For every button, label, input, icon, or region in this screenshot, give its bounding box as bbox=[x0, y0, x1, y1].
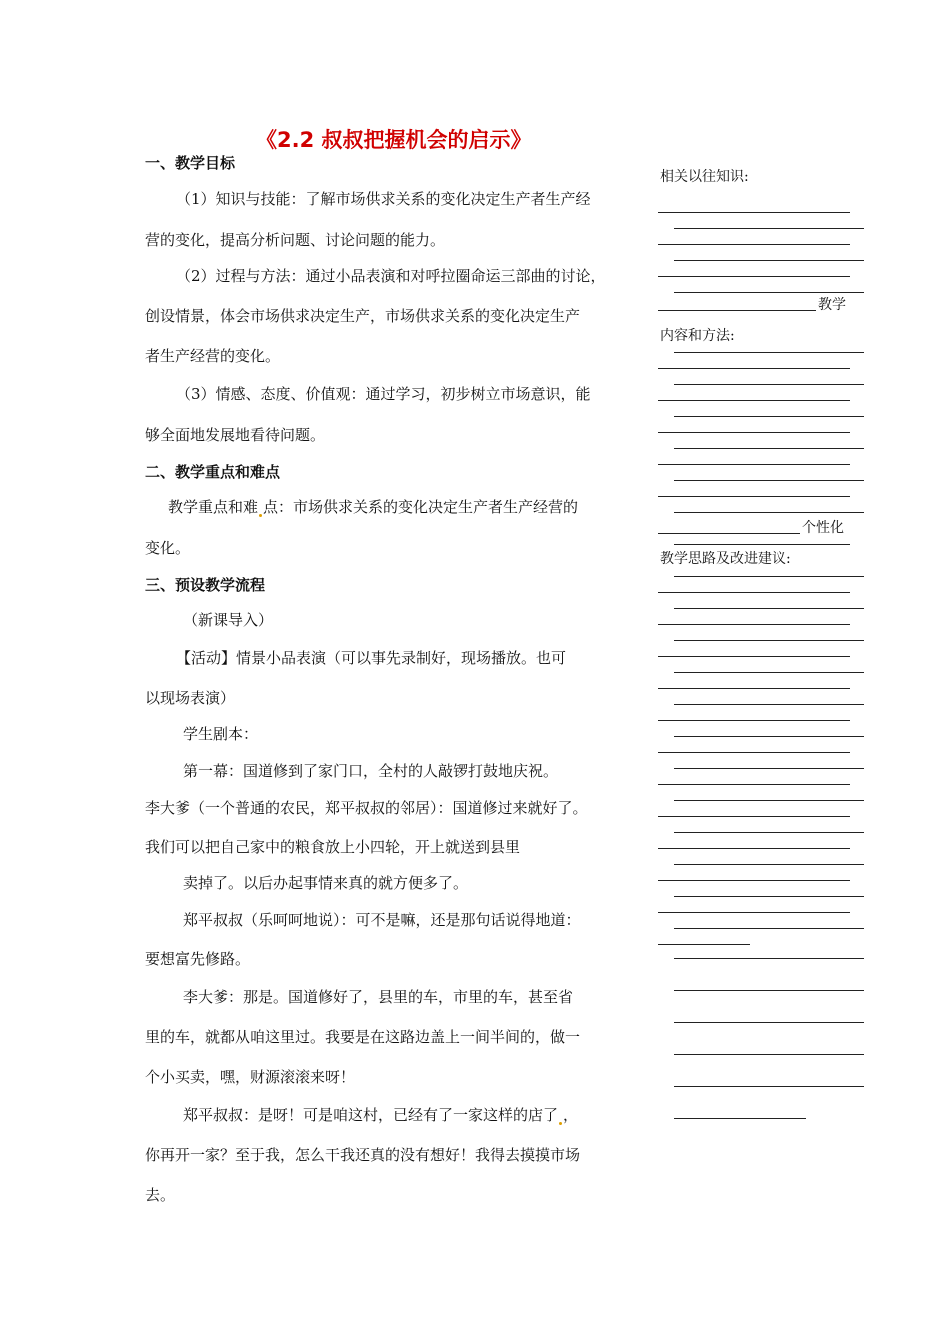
sidebar-label-content-method: 内容和方法: bbox=[660, 328, 735, 344]
note-line bbox=[674, 864, 864, 865]
zheng-dialogue-2-line-3: 去。 bbox=[145, 1186, 176, 1204]
zheng-dialogue-1-line-1: 郑平叔叔（乐呵呵地说）：可不是嘛，还是那句话说得地道： bbox=[183, 911, 581, 929]
sidebar-label-improvement: 教学思路及改进建议: bbox=[660, 551, 791, 567]
note-line bbox=[658, 688, 850, 689]
note-line bbox=[674, 928, 864, 929]
key-points-line-1 bbox=[168, 496, 578, 517]
note-line bbox=[674, 640, 864, 641]
note-line bbox=[674, 544, 850, 545]
li-dialogue-2-line-3: 个小买卖，嘿，财源滚滚来呀！ bbox=[145, 1068, 356, 1086]
key-points-text-part-1: 教学重点和难 bbox=[168, 498, 259, 516]
sidebar-label-teaching-tail: 教学 bbox=[818, 297, 846, 313]
note-line bbox=[658, 310, 816, 311]
note-line bbox=[674, 608, 864, 609]
note-line bbox=[658, 848, 850, 849]
note-line bbox=[674, 958, 864, 959]
section-heading-key-points: 二、教学重点和难点 bbox=[145, 463, 281, 481]
objective-2-line-2: 创设情景，体会市场供求决定生产，市场供求关系的变化决定生产 bbox=[145, 307, 581, 325]
objective-3-line-2: 够全面地发展地看待问题。 bbox=[145, 426, 326, 444]
note-line bbox=[674, 1022, 864, 1023]
note-line bbox=[674, 896, 864, 897]
note-line bbox=[658, 752, 850, 753]
note-line bbox=[658, 784, 850, 785]
zheng-dialogue-2-part-2: ， bbox=[563, 1106, 579, 1124]
li-dialogue-2-line-1: 李大爹：那是。国道修好了，县里的车，市里的车，甚至省 bbox=[183, 988, 574, 1006]
note-line bbox=[674, 832, 864, 833]
note-line bbox=[674, 448, 864, 449]
activity-line-2: 以现场表演） bbox=[145, 689, 236, 707]
mark-dot-icon bbox=[559, 1122, 562, 1125]
note-line bbox=[674, 1054, 864, 1055]
note-line bbox=[674, 1086, 864, 1087]
note-line bbox=[674, 800, 864, 801]
note-line bbox=[658, 244, 850, 245]
activity-line-1: 【活动】情景小品表演（可以事先录制好，现场播放。也可 bbox=[176, 649, 567, 667]
zheng-dialogue-1-line-2: 要想富先修路。 bbox=[145, 950, 251, 968]
sidebar-label-personalized-tail: 个性化 bbox=[802, 520, 844, 536]
act-1-line: 第一幕：国道修到了家门口，全村的人敲锣打鼓地庆祝。 bbox=[183, 762, 559, 780]
note-line bbox=[674, 260, 864, 261]
note-line bbox=[674, 672, 864, 673]
note-line bbox=[658, 212, 850, 213]
note-line bbox=[658, 368, 850, 369]
note-line bbox=[674, 228, 864, 229]
document-title: 《2.2 叔叔把握机会的启示》 bbox=[256, 128, 532, 152]
note-line bbox=[674, 768, 864, 769]
objective-1-line-1: （1）知识与技能：了解市场供求关系的变化决定生产者生产经 bbox=[176, 190, 591, 208]
zheng-dialogue-2-line-1 bbox=[183, 1104, 578, 1125]
note-line bbox=[674, 704, 864, 705]
note-line bbox=[658, 464, 850, 465]
sidebar-label-prior-knowledge: 相关以往知识: bbox=[660, 169, 749, 185]
script-label: 学生剧本： bbox=[183, 725, 259, 743]
note-line bbox=[658, 816, 850, 817]
zheng-dialogue-2-part-1: 郑平叔叔：是呀！可是咱这村，已经有了一家这样的店了 bbox=[183, 1106, 559, 1124]
note-line bbox=[658, 432, 850, 433]
note-line bbox=[658, 912, 850, 913]
zheng-dialogue-2-line-2: 你再开一家？至于我，怎么干我还真的没有想好！我得去摸摸市场 bbox=[145, 1146, 581, 1164]
note-line bbox=[658, 276, 850, 277]
li-dialogue-2-line-2: 里的车，就都从咱这里过。我要是在这路边盖上一间半间的，做一 bbox=[145, 1028, 581, 1046]
note-line bbox=[674, 512, 864, 513]
note-line bbox=[658, 533, 800, 534]
objective-2-line-3: 者生产经营的变化。 bbox=[145, 347, 281, 365]
objective-2-line-1: （2）过程与方法：通过小品表演和对呼拉圈命运三部曲的讨论， bbox=[176, 267, 606, 285]
li-dialogue-1-line-3: 卖掉了。以后办起事情来真的就方便多了。 bbox=[183, 874, 469, 892]
note-line bbox=[674, 576, 864, 577]
note-line bbox=[658, 400, 850, 401]
note-line bbox=[674, 292, 864, 293]
note-line bbox=[674, 990, 864, 991]
li-dialogue-1-line-2: 我们可以把自己家中的粮食放上小四轮，开上就送到县里 bbox=[145, 838, 521, 856]
note-line bbox=[674, 352, 864, 353]
note-line bbox=[658, 880, 850, 881]
objective-3-line-1: （3）情感、态度、价值观：通过学习，初步树立市场意识，能 bbox=[176, 385, 591, 403]
note-line bbox=[658, 592, 850, 593]
key-points-line-2: 变化。 bbox=[145, 539, 191, 557]
note-line bbox=[674, 480, 864, 481]
note-line bbox=[674, 736, 864, 737]
note-line bbox=[674, 384, 864, 385]
note-line bbox=[674, 416, 864, 417]
note-line bbox=[658, 720, 850, 721]
li-dialogue-1-line-1: 李大爹（一个普通的农民，郑平叔叔的邻居）：国道修过来就好了。 bbox=[145, 799, 588, 817]
key-points-text-part-2: 点：市场供求关系的变化决定生产者生产经营的 bbox=[263, 498, 579, 516]
note-line bbox=[674, 1118, 806, 1119]
objective-1-line-2: 营的变化，提高分析问题、讨论问题的能力。 bbox=[145, 231, 446, 249]
new-lesson-intro: （新课导入） bbox=[183, 611, 274, 629]
note-line bbox=[658, 496, 850, 497]
note-line bbox=[658, 944, 750, 945]
section-heading-objectives: 一、教学目标 bbox=[145, 154, 236, 172]
note-line bbox=[658, 624, 850, 625]
section-heading-flow: 三、预设教学流程 bbox=[145, 576, 266, 594]
note-line bbox=[658, 656, 850, 657]
mark-dot-icon bbox=[259, 514, 262, 517]
